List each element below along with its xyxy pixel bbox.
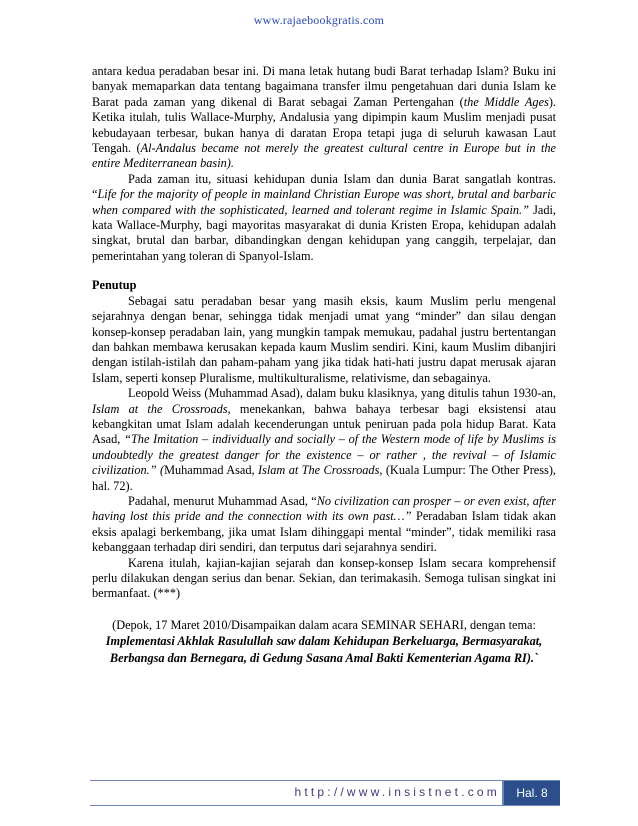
text-run: Pada zaman itu, situasi kehidupan dunia Islam dan dunia Barat sangatlah kontras. “	[92, 171, 556, 202]
closing-note	[92, 617, 556, 667]
quote-italic: Life for the majority of people in mainland Christian Europe was short, brutal and barbaric when compared with the sophisticated, learned and tolerant regime in Islamic Spain.”	[92, 187, 556, 217]
event-title-bold-italic: Implementasi Akhlak Rasulullah saw dalam Kehidupan Berkeluarga, Bermasyarakat, Berbangsa dan Bernegara, di Gedung Sasana Amal Bakti Kementerian Agama RI).`	[105, 634, 543, 665]
text-run: Padahal, menurut Muhammad Asad, “	[128, 493, 317, 508]
paragraph-1	[92, 64, 556, 172]
section-heading: Penutup	[92, 278, 137, 293]
paragraph-6: Karena itulah, kajian-kajian sejarah dan konsep-konsep Islam secara komprehensif perlu dilakukan dengan serius dan benar. Sekian, dan terimakasih. Semoga tulisan singkat ini bermanfaat. (***)	[92, 555, 556, 601]
paragraph-3: Sebagai satu peradaban besar yang masih eksis, kaum Muslim perlu mengenal sejarahnya dengan benar, sehingga tidak menjadi umat yang “minder” dan silau dengan konsep-konsep peradaban lain, yang mungkin tampak memukau, padahal justru bertentangan dan bahkan membawa kerusakan kepada kaum Muslim sendiri. Kini, kaum Muslim dibanjiri dengan istilah-istilah dan paham-paham yang jika tidak hati-hati justru dapat merusak ajaran Islam, seperti konsep Pluralisme, multikulturalisme, relativisme, dan sebagainya.	[92, 293, 556, 385]
text-run: antara kedua peradaban besar ini. Di mana letak hutang budi Barat terhadap Islam? Buku ini banyak memaparkan data tentang bagaimana transfer ilmu pengetahuan dari dunia Islam ke Barat pada zaman yang dikenal di Barat sebagai Zaman Pertengahan (	[92, 64, 556, 109]
text-run-italic: the Middle Ages	[463, 94, 549, 109]
text-run: Muhammad Asad,	[164, 463, 258, 478]
page-number: Hal. 8	[504, 781, 560, 805]
text-run: menekankan, bahwa bahaya terbesar bagi eksistensi atau kebangkitan umat Islam adalah kecenderungan untuk peniruan pada pola hidup Barat. Kata Asad,	[92, 401, 556, 447]
book-title-italic: Islam at the Crossroads,	[92, 401, 231, 416]
quote-italic: No civilization can prosper – or even exist, after having lost this pride and the connection with its own past…”	[92, 493, 556, 524]
quote-italic: Al-Andalus became not merely the greatest cultural centre in Europe but in the entire Mediterranean basin).	[92, 141, 557, 171]
book-title-italic: Islam at The Crossroads	[257, 463, 380, 478]
text-run: Peradaban Islam tidak akan eksis apalagi berkembang, jika umat Islam dihinggapi mental “minder”, tidak memiliki rasa kebanggaan terhadap diri sendiri, dan terputus dari sejarahnya sendiri.	[92, 509, 556, 555]
paragraph-2	[92, 172, 556, 264]
paragraph-4	[92, 386, 556, 494]
text-run: Leopold Weiss (Muhammad Asad), dalam buku klasiknya, yang ditulis tahun 1930-an,	[128, 386, 556, 401]
header-url: www.rajaebookgratis.com	[253, 13, 385, 27]
text-run: (Depok, 17 Maret 2010/Disampaikan dalam acara SEMINAR SEHARI, dengan tema:	[112, 617, 536, 632]
text-run: ). Ketika itulah, tulis Wallace-Murphy, Andalusia yang dipimpin kaum Muslim menjadi pusat kebudayaan terbesar, bukan hanya di daratan Eropa tetapi juga di seluruh kawasan Laut Tengah. (	[92, 94, 556, 156]
paragraph-5	[92, 494, 556, 556]
page-footer	[90, 780, 560, 806]
footer-url: http://www.insistnet.com	[294, 785, 500, 799]
article-body	[92, 64, 556, 666]
quote-italic: “The Imitation – individually and socially – of the Western mode of life by Muslims is undoubtedly the greatest danger for the existence – or rather , the revival – of Islamic civilization.” (	[92, 432, 556, 478]
text-run: , (Kuala Lumpur: The Other Press), hal. 72).	[92, 463, 556, 493]
text-run: Jadi, kata Wallace-Murphy, bagi mayoritas masyarakat di dunia Kristen Eropa, kehidupan adalah singkat, brutal dan barbar, dibandingkan dengan kehidupan yang canggih, terpelajar, dan pemerintahan yang toleran di Spanyol-Islam.	[92, 202, 556, 263]
